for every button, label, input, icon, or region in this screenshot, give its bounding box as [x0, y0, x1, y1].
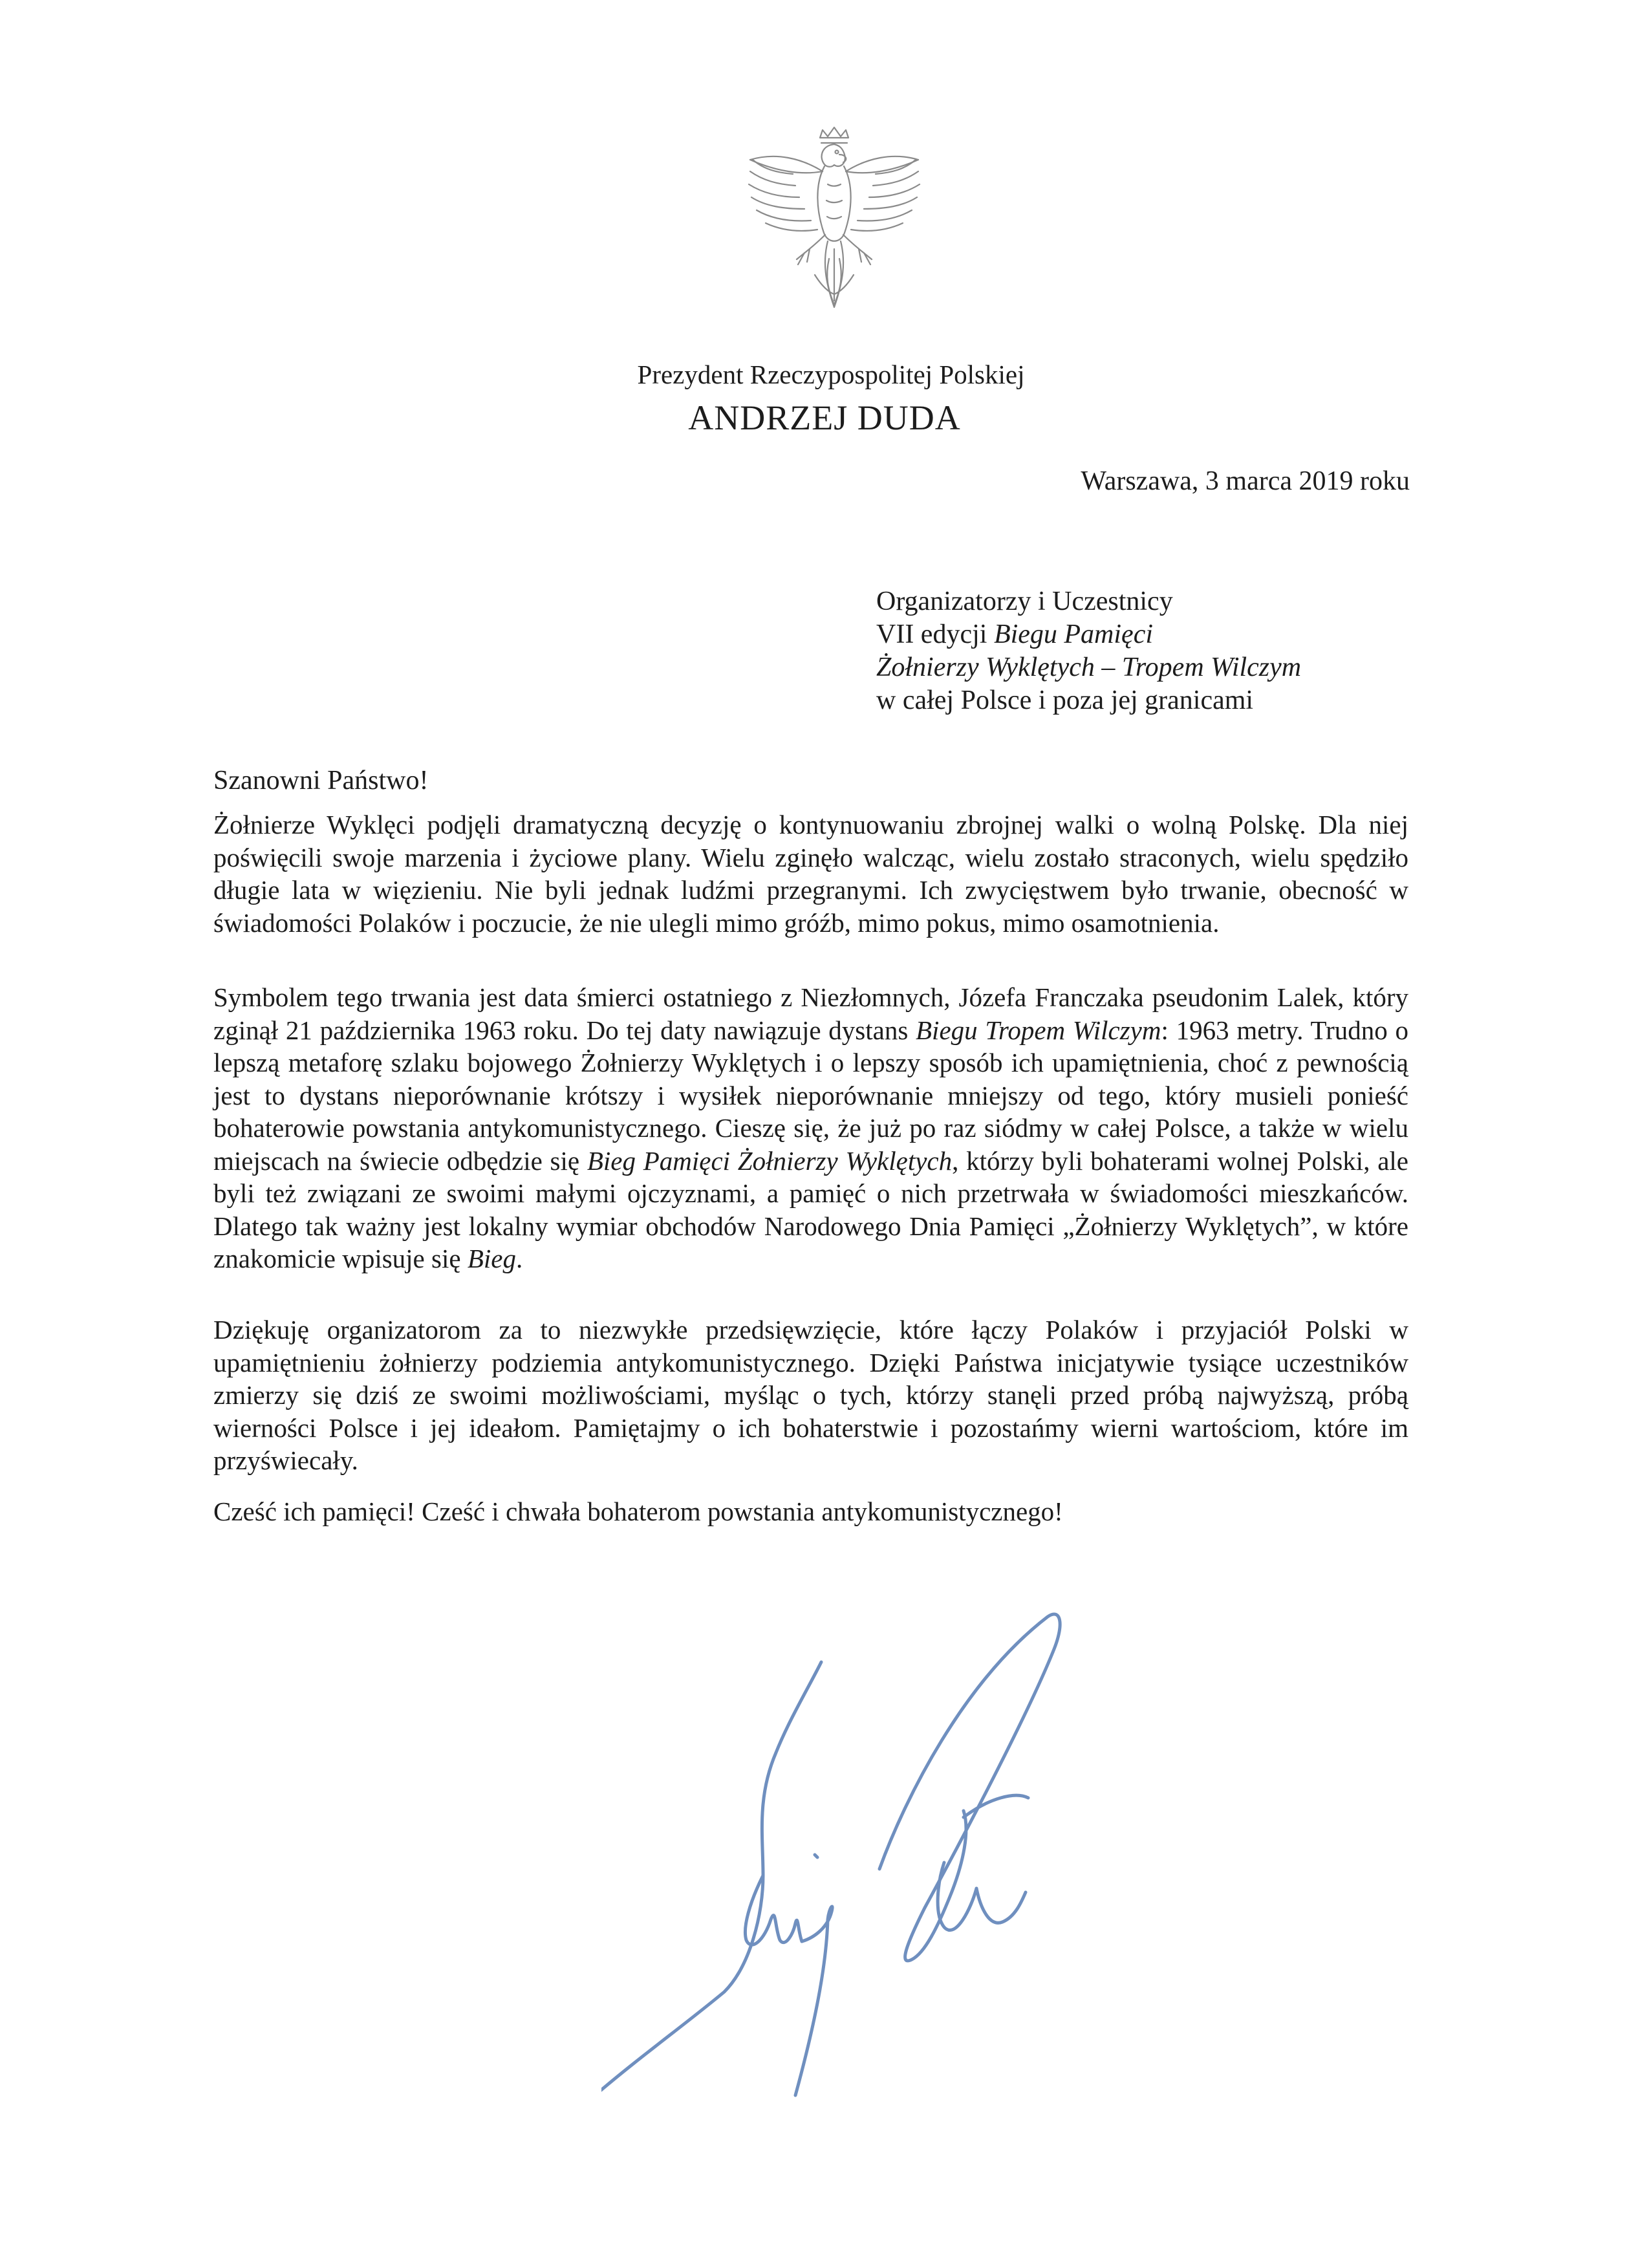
handwritten-signature-icon [601, 1604, 1313, 2134]
office-title: Prezydent Rzeczypospolitej Polskiej [637, 360, 1025, 389]
paragraph-1: Żołnierze Wyklęci podjęli dramatyczną decyzję o kontynuowaniu zbrojnej walki o wolną Polskę. Dla niej poświęcili swoje marzenia i życiowe plany. Wielu zginęło walcząc, wielu zostało straconych, wielu spędziło długie lata w więzieniu. Nie byli jednak ludźmi przegranymi. Ich zwycięstwem było trwanie, obecność w świadomości Polaków i poczucie, że nie ulegli mimo gróźb, mimo pokus, mimo osamotnienia. [213, 810, 1408, 938]
addressee-line-4: w całej Polsce i poza jej granicami [876, 686, 1254, 715]
paragraph-4: Cześć ich pamięci! Cześć i chwała bohaterom powstania antykomunistycznego! [213, 1496, 1063, 1526]
addressee-block [876, 585, 1301, 717]
addressee-line-2: VII edycji Biegu Pamięci [876, 620, 1154, 649]
addressee-line-3: Żołnierzy Wyklętych – Tropem Wilczym [876, 653, 1302, 682]
polish-eagle-icon [737, 126, 931, 327]
addressee-line-1: Organizatorzy i Uczestnicy [876, 587, 1173, 616]
place-and-date: Warszawa, 3 marca 2019 roku [1081, 466, 1410, 496]
president-name: ANDRZEJ DUDA [688, 398, 961, 437]
paragraph-2: Symbolem tego trwania jest data śmierci ostatniego z Niezłomnych, Józefa Franczaka pseudonim Lalek, który zginął 21 października 1963 roku. Do tej daty nawiązuje dystans Biegu Tropem Wilczym: 1963 metry. Trudno o lepszą metaforę szlaku bojowego Żołnierzy Wyklętych i o lepszy sposób ich upamiętnienia, choć z pewnością jest to dystans nieporównanie krótszy i wysiłek nieporównanie mniejszy od tego, który musieli ponieść bohaterowie powstania antykomunistycznego. Cieszę się, że już po raz siódmy w całej Polsce, a także w wielu miejscach na świecie odbędzie się Bieg Pamięci Żołnierzy Wyklętych, którzy byli bohaterami wolnej Polski, ale byli też związani ze swoimi małymi ojczyznami, a pamięć o nich przetrwała w świadomości mieszkańców. Dlatego tak ważny jest lokalny wymiar obchodów Narodowego Dnia Pamięci „Żołnierzy Wyklętych”, w które znakomicie wpisuje się Bieg. [213, 982, 1408, 1273]
salutation: Szanowni Państwo! [213, 766, 429, 795]
paragraph-3: Dziękuję organizatorom za to niezwykłe przedsięwzięcie, które łączy Polaków i przyjaciół Polski w upamiętnieniu żołnierzy podziemia antykomunistycznego. Dzięki Państwa inicjatywie tysiące uczestników zmierzy się dziś ze swoimi możliwościami, myśląc o tych, którzy stanęli przed próbą najwyższą, próbą wierności Polsce i jej ideałom. Pamiętajmy o ich bohaterstwie i pozostańmy wierni wartościom, które im przyświecały. [213, 1315, 1408, 1475]
